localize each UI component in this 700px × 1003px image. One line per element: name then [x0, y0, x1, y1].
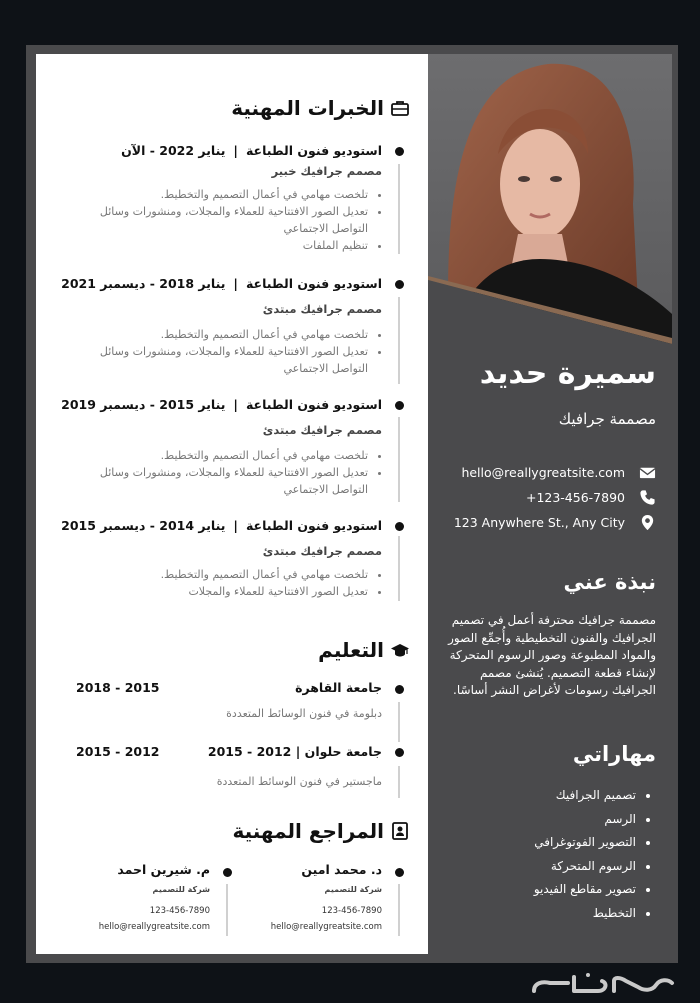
job-bullets	[68, 566, 382, 600]
timeline-dot	[395, 748, 404, 757]
job-title: استوديو فنون الطباعة|يناير 2022 - الآن	[121, 143, 382, 158]
timeline-dot	[395, 280, 404, 289]
timeline-line	[398, 164, 400, 254]
timeline-dot	[395, 685, 404, 694]
list-item: • تنظيم الملفات	[68, 237, 368, 254]
list-item: • التصوير الفوتوغرافي	[534, 831, 636, 855]
reference-card	[242, 862, 382, 932]
job-title: استوديو فنون الطباعة|يناير 2018 - ديسمبر 2021	[61, 276, 382, 291]
job-role: مصمم جرافيك مبتدئ	[262, 544, 382, 558]
reference-email: hello@reallygreatsite.com	[98, 922, 210, 932]
job-title: استوديو فنون الطباعة|يناير 2015 - ديسمبر 2019	[61, 397, 382, 412]
timeline-dot	[395, 147, 404, 156]
references-heading: المراجع المهنية	[232, 819, 410, 843]
reference-phone: 123-456-7890	[149, 906, 210, 916]
about-heading: نبذة عني	[563, 570, 656, 594]
skills-list	[534, 784, 656, 925]
list-item: • تلخصت مهامي في أعمال التصميم والتخطيط.	[68, 326, 368, 343]
list-item: • تلخصت مهامي في أعمال التصميم والتخطيط.	[68, 566, 368, 583]
job-role: مصمم جرافيك خبير	[271, 164, 382, 178]
education-row: جامعة حلوان | 2012 - 2015 2012 - 2015	[76, 744, 382, 759]
briefcase-icon	[390, 98, 410, 118]
list-item: • تعديل الصور الافتتاحية للعملاء والمجلات، ومنشورات وسائل التواصل الاجتماعي	[68, 203, 368, 237]
haraj-watermark-logo	[528, 969, 678, 999]
skills-heading: مهاراتي	[572, 742, 656, 766]
profile-title: مصممة جرافيك	[558, 410, 656, 428]
reference-card	[70, 862, 210, 932]
location-pin-icon	[639, 514, 656, 531]
experience-heading: الخبرات المهنية	[231, 96, 410, 120]
reference-phone: 123-456-7890	[321, 906, 382, 916]
list-item: • تعديل الصور الافتتاحية للعملاء والمجلات	[68, 583, 368, 600]
timeline-line	[398, 417, 400, 502]
timeline-dot	[395, 401, 404, 410]
list-item: • تعديل الصور الافتتاحية للعملاء والمجلات، ومنشورات وسائل التواصل الاجتماعي	[68, 343, 368, 377]
timeline-line	[226, 884, 228, 936]
timeline-line	[398, 702, 400, 742]
profile-photo	[428, 54, 672, 344]
reference-company: شركة للتصميم	[324, 885, 382, 894]
phone-icon	[639, 489, 656, 506]
list-item: • تصوير مقاطع الفيديو	[534, 878, 636, 902]
job-bullets	[68, 447, 382, 498]
id-badge-icon	[390, 821, 410, 841]
timeline-line	[398, 297, 400, 384]
education-row: جامعة القاهرة 2015 - 2018	[76, 680, 382, 695]
list-item: • الرسوم المتحركة	[534, 855, 636, 879]
timeline-dot	[395, 522, 404, 531]
list-item: • تصميم الجرافيك	[534, 784, 636, 808]
resume-side-panel	[428, 54, 672, 954]
job-role: مصمم جرافيك مبتدئ	[262, 302, 382, 316]
timeline-dot	[223, 868, 232, 877]
job-bullets	[68, 186, 382, 254]
reference-name: د. محمد امين	[301, 862, 382, 877]
list-item: • تلخصت مهامي في أعمال التصميم والتخطيط.	[68, 186, 368, 203]
graduation-cap-icon	[390, 640, 410, 660]
job-role: مصمم جرافيك مبتدئ	[262, 423, 382, 437]
list-item: • تعديل الصور الافتتاحية للعملاء والمجلات، ومنشورات وسائل التواصل الاجتماعي	[68, 464, 368, 498]
list-item: • الرسم	[534, 808, 636, 832]
job-title: استوديو فنون الطباعة|يناير 2014 - ديسمبر 2015	[61, 518, 382, 533]
about-text: مصممة جرافيك محترفة أعمل في تصميم الجرافيك والفنون التخطيطية وأُجمِّع الصور والمواد المطبوعة وصور الرسوم المتحركة لإنشاء قطعة التصميم. يُنشئ مصمم الجرافيك رسومات لأغراض النشر أساسًا.	[448, 613, 656, 697]
education-heading: التعليم	[318, 638, 410, 662]
timeline-line	[398, 536, 400, 601]
timeline-line	[398, 884, 400, 936]
contact-address: 123 Anywhere St., Any City	[454, 514, 656, 531]
list-item: • التخطيط	[534, 902, 636, 926]
contact-phone: +123-456-7890	[526, 489, 656, 506]
reference-email: hello@reallygreatsite.com	[270, 922, 382, 932]
job-bullets	[68, 326, 382, 377]
envelope-icon	[639, 464, 656, 481]
timeline-line	[398, 766, 400, 798]
contact-email: hello@reallygreatsite.com	[461, 464, 656, 481]
list-item: • تلخصت مهامي في أعمال التصميم والتخطيط.	[68, 447, 368, 464]
profile-name: سميرة حديد	[479, 356, 656, 391]
timeline-dot	[395, 868, 404, 877]
education-degree: دبلومة في فنون الوسائط المتعددة	[226, 707, 382, 720]
resume-main-column	[36, 54, 428, 954]
education-degree: ماجستير في فنون الوسائط المتعددة	[216, 775, 382, 788]
reference-company: شركة للتصميم	[152, 885, 210, 894]
reference-name: م. شيرين احمد	[117, 862, 210, 877]
